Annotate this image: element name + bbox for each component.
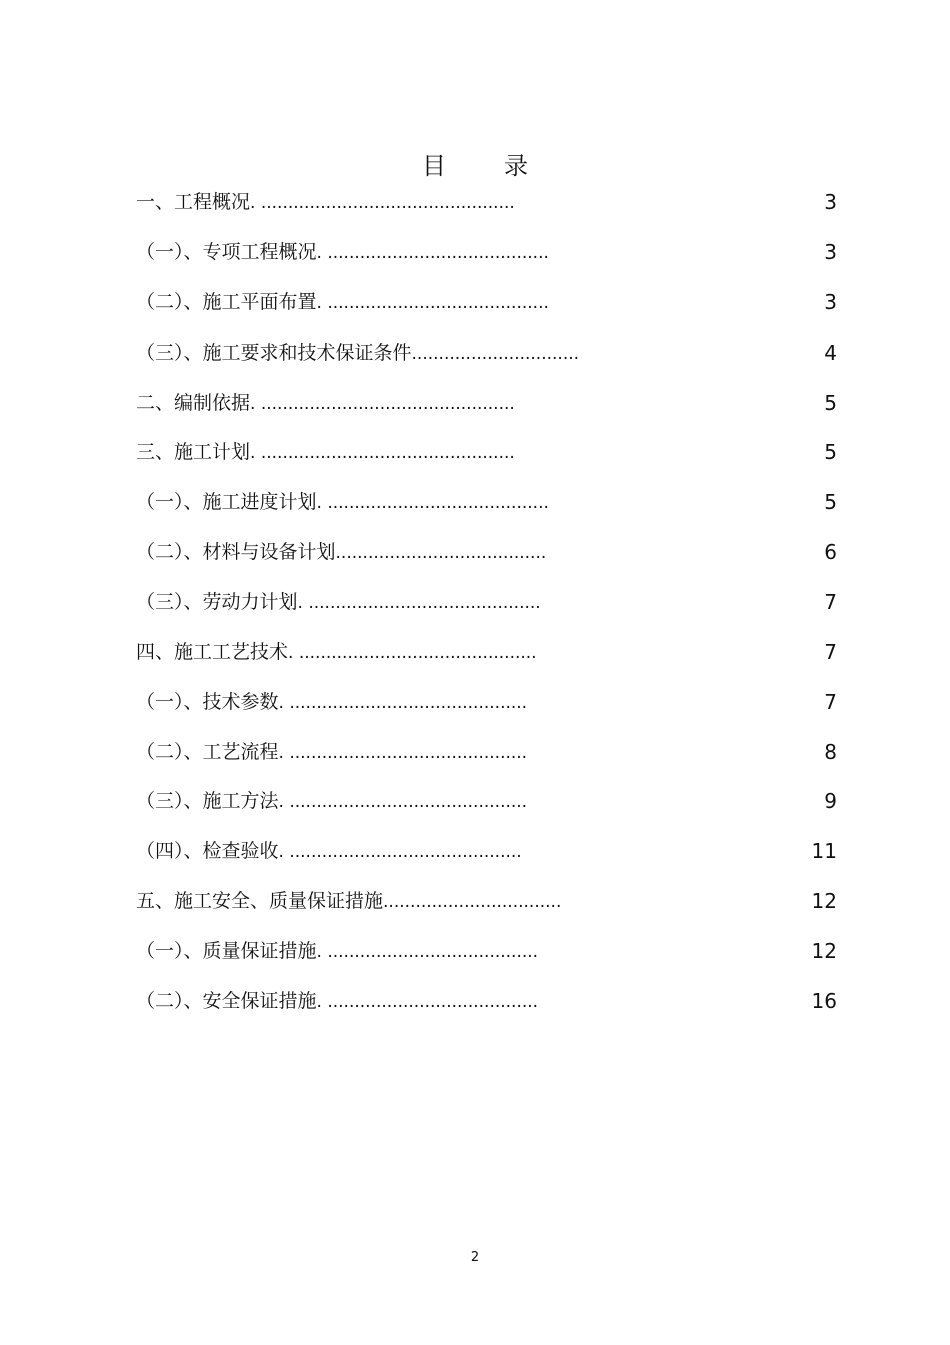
toc-leader-dots: . ....................................... [316,942,539,962]
toc-entry-label: （三）、劳动力计划 [136,591,298,613]
toc-entry[interactable] [136,687,527,717]
toc-page-number: 5 [824,490,837,514]
toc-leader-dots: ................................. [383,892,562,912]
toc-page-number: 8 [824,740,837,764]
toc-entry[interactable] [136,388,515,418]
toc-page-number: 3 [824,240,837,264]
footer-page-number: 2 [470,1250,480,1265]
toc-leader-dots: . ........................................... [297,593,541,613]
toc-entry-label: （一）、专项工程概况 [136,241,317,263]
toc-leader-dots: . ............................................... [250,193,515,213]
toc-page-number: 6 [824,540,837,564]
toc-entry-label: （二）、材料与设备计划 [136,541,336,563]
toc-entry[interactable] [136,737,527,767]
toc-leader-dots: . ............................................ [288,643,537,663]
toc-entry[interactable] [136,936,538,966]
toc-entry[interactable] [136,786,527,816]
toc-entry-label: 一、工程概况 [136,191,251,213]
toc-entry-label: （一）、质量保证措施 [136,940,317,962]
toc-page-number: 12 [811,889,837,913]
toc-page-number: 4 [824,341,837,365]
page-title [0,146,950,181]
toc-entry-label: 五、施工安全、质量保证措施 [136,890,384,912]
toc-leader-dots: ....................................... [335,543,547,563]
toc-page-number: 3 [824,190,837,214]
toc-leader-dots: . ......................................... [316,293,549,313]
toc-entry[interactable] [136,287,549,317]
toc-entry-label: （二）、施工平面布置 [136,291,317,313]
toc-page-number: 7 [824,640,837,664]
toc-leader-dots: . ............................................ [278,743,528,763]
toc-entry-label: （三）、施工方法 [136,790,279,812]
toc-entry[interactable] [136,637,537,667]
toc-leader-dots: . ............................................ [278,693,528,713]
toc-page-number: 12 [811,939,837,963]
toc-entry[interactable] [136,187,515,217]
toc-page-number: 3 [824,290,837,314]
toc-entry[interactable] [136,237,549,267]
toc-entry-label: （一）、技术参数 [136,691,279,713]
toc-entry-label: 四、施工工艺技术 [136,641,289,663]
toc-leader-dots: . ............................................... [250,443,515,463]
toc-entry-label: （二）、安全保证措施 [136,990,317,1012]
toc-entry-label: （二）、工艺流程 [136,741,279,763]
toc-entry-label: （三）、施工要求和技术保证条件 [136,342,412,364]
toc-page-number: 11 [811,839,837,863]
toc-entry[interactable] [136,986,538,1016]
title-part-2: 录 [504,152,528,180]
toc-page-number: 16 [811,989,837,1013]
toc-entry[interactable] [136,587,541,617]
toc-entry-label: （四）、检查验收 [136,840,279,862]
toc-page-number: 5 [824,391,837,415]
toc-leader-dots: . ....................................... [316,992,539,1012]
toc-entry[interactable] [136,487,549,517]
title-part-1: 目 [422,152,446,180]
toc-leader-dots: . ......................................... [316,493,549,513]
toc-entry-label: （一）、施工进度计划 [136,491,317,513]
toc-page-number: 9 [824,789,837,813]
toc-entry-label: 三、施工计划 [136,441,251,463]
toc-entry[interactable] [136,338,579,368]
toc-leader-dots: . ............................................ [278,792,528,812]
toc-entry[interactable] [136,537,546,567]
toc-page-number: 7 [824,590,837,614]
toc-leader-dots: . ........................................... [278,842,522,862]
toc-page-number: 7 [824,690,837,714]
toc-leader-dots: ............................... [411,344,580,364]
toc-entry[interactable] [136,437,515,467]
toc-entry[interactable] [136,836,522,866]
toc-leader-dots: . ............................................... [250,394,515,414]
toc-leader-dots: . ......................................... [316,243,549,263]
toc-entry[interactable] [136,886,561,916]
toc-entry-label: 二、编制依据 [136,392,251,414]
toc-page-number: 5 [824,440,837,464]
